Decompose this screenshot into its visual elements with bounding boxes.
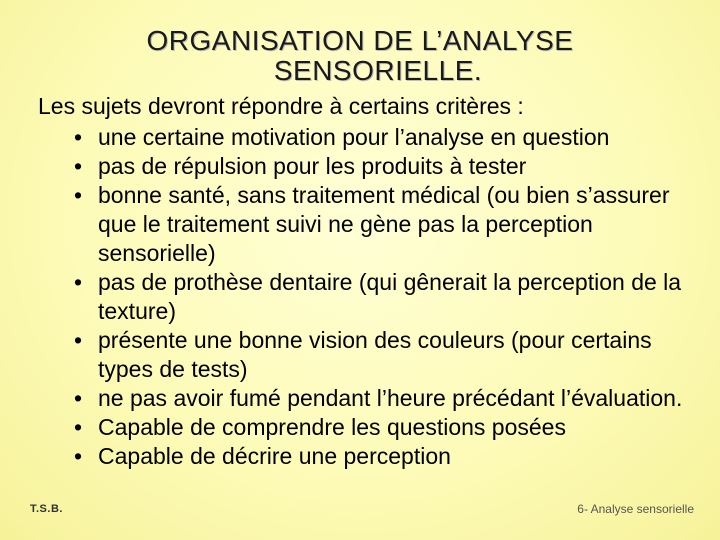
bullet-icon: • bbox=[74, 327, 83, 353]
footer-right-label: 6- Analyse sensorielle bbox=[577, 502, 694, 516]
bullet-icon: • bbox=[74, 385, 83, 411]
bullet-icon: • bbox=[74, 182, 83, 208]
bullet-icon: • bbox=[74, 414, 83, 440]
list-item bbox=[74, 123, 704, 152]
list-item bbox=[74, 326, 704, 384]
bullet-icon: • bbox=[74, 269, 83, 295]
list-item-text: pas de prothèse dentaire (qui gênerait la perception de la texture) bbox=[98, 269, 682, 324]
list-item bbox=[74, 384, 704, 413]
list-item-text: présente une bonne vision des couleurs (pour certains types de tests) bbox=[98, 327, 652, 382]
list-item-text: une certaine motivation pour l’analyse en question bbox=[98, 124, 610, 150]
bullet-icon: • bbox=[74, 124, 83, 150]
list-item bbox=[74, 181, 704, 268]
list-item bbox=[74, 413, 704, 442]
criteria-list bbox=[74, 123, 704, 471]
slide-title-line2: SENSORIELLE. bbox=[273, 55, 483, 86]
slide-title bbox=[0, 24, 720, 88]
bullet-icon: • bbox=[74, 153, 83, 179]
bullet-icon: • bbox=[74, 443, 83, 469]
list-item bbox=[74, 442, 704, 471]
footer-left-label: T.S.B. bbox=[30, 503, 63, 515]
intro-text: Les sujets devront répondre à certains critères : bbox=[38, 93, 524, 119]
slide-title-line1: ORGANISATION DE L’ANALYSE bbox=[146, 25, 574, 56]
list-item-text: pas de répulsion pour les produits à tester bbox=[98, 153, 527, 179]
list-item bbox=[74, 152, 704, 181]
list-item bbox=[74, 268, 704, 326]
list-item-text: Capable de décrire une perception bbox=[98, 443, 451, 469]
list-item-text: Capable de comprendre les questions posées bbox=[98, 414, 566, 440]
list-item-text: bonne santé, sans traitement médical (ou bien s’assurer que le traitement suivi ne gène pas la perception sensorielle) bbox=[98, 182, 670, 266]
list-item-text: ne pas avoir fumé pendant l’heure précédant l’évaluation. bbox=[98, 385, 683, 411]
